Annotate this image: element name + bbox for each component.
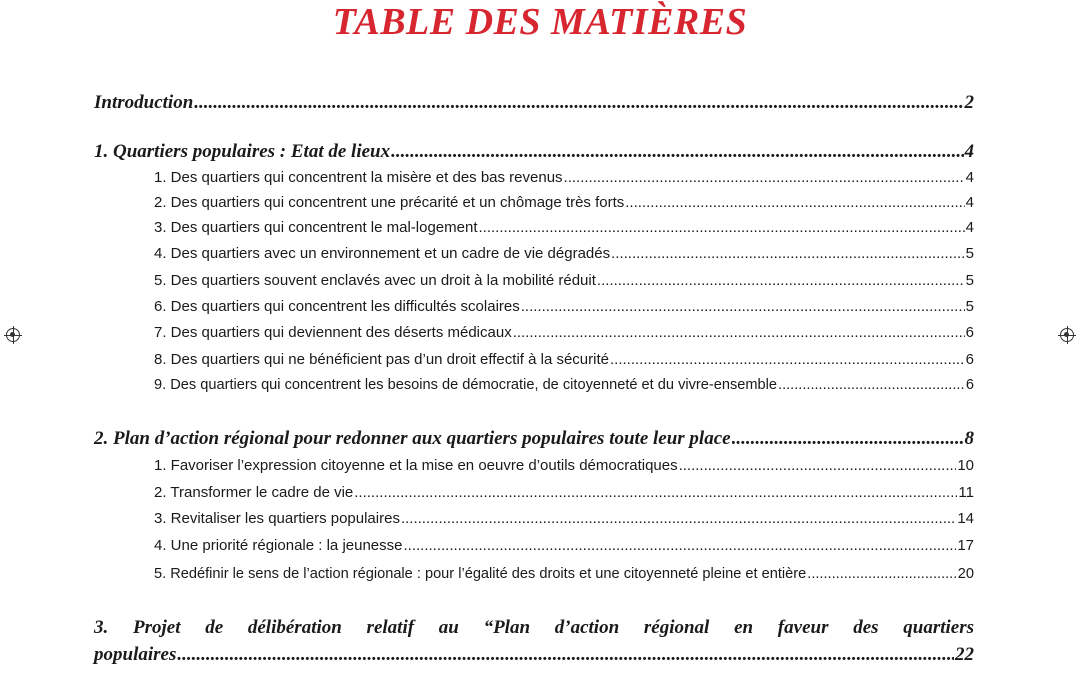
toc-subentry-page: 5 bbox=[965, 272, 974, 289]
toc-subentry-label: 7. Des quartiers qui deviennent des déserts médicaux bbox=[154, 324, 512, 341]
toc-subentry-page: 6 bbox=[965, 324, 974, 341]
toc-entry-page: 2 bbox=[964, 92, 974, 113]
registration-mark-icon bbox=[6, 328, 20, 342]
toc-subentry-page: 4 bbox=[965, 169, 974, 186]
toc-subentry-label: 4. Une priorité régionale : la jeunesse bbox=[154, 537, 403, 554]
toc-subentry-page: 10 bbox=[957, 457, 974, 474]
toc-subentry[interactable] bbox=[94, 510, 974, 527]
dot-leader bbox=[479, 219, 965, 236]
dot-leader bbox=[564, 169, 965, 186]
dot-leader bbox=[391, 141, 963, 163]
toc-subentry-label: 4. Des quartiers avec un environnement et un cadre de vie dégradés bbox=[154, 245, 611, 262]
dot-leader bbox=[177, 644, 954, 666]
dot-leader bbox=[611, 245, 965, 262]
toc-subentry-label: 8. Des quartiers qui ne bénéficient pas d’un droit effectif à la sécurité bbox=[154, 351, 609, 368]
toc-subentry-label: 5. Des quartiers souvent enclavés avec un droit à la mobilité réduit bbox=[154, 272, 596, 289]
toc-entry-section-1[interactable] bbox=[94, 141, 974, 163]
toc-subentry[interactable] bbox=[94, 169, 974, 186]
dot-leader bbox=[597, 272, 965, 289]
toc-subentry-label: 1. Des quartiers qui concentrent la misère et des bas revenus bbox=[154, 169, 563, 186]
toc-subentry[interactable] bbox=[94, 566, 974, 582]
toc-entry-label: 2. Plan d’action régional pour redonner aux quartiers populaires toute leur place bbox=[94, 428, 731, 449]
toc-entry-section-2[interactable] bbox=[94, 428, 974, 450]
toc-entry-page: 8 bbox=[964, 428, 974, 449]
toc-subentry-page: 20 bbox=[957, 566, 974, 582]
toc-subentry-label: 2. Transformer le cadre de vie bbox=[154, 484, 354, 501]
dot-leader bbox=[194, 92, 963, 114]
toc-subentry[interactable] bbox=[94, 272, 974, 289]
dot-leader bbox=[679, 457, 957, 474]
toc-subentry-page: 6 bbox=[965, 351, 974, 368]
toc-subentry[interactable] bbox=[94, 537, 974, 554]
toc-subentry-label: 6. Des quartiers qui concentrent les difficultés scolaires bbox=[154, 298, 520, 315]
toc-entry-label: populaires bbox=[94, 644, 177, 665]
toc-subentry[interactable] bbox=[94, 194, 974, 211]
toc-subentry-label: 5. Redéfinir le sens de l’action régionale : pour l’égalité des droits et une citoyenneté pleine et entière bbox=[154, 566, 807, 582]
toc-subentry[interactable] bbox=[94, 298, 974, 315]
dot-leader bbox=[625, 194, 964, 211]
toc-subentry-label: 3. Des quartiers qui concentrent le mal-logement bbox=[154, 219, 478, 236]
toc-subentry[interactable] bbox=[94, 377, 974, 393]
toc-subentry-label: 9. Des quartiers qui concentrent les besoins de démocratie, de citoyenneté et du vivre-ensemble bbox=[154, 377, 778, 393]
toc-subentry-label: 1. Favoriser l’expression citoyenne et la mise en oeuvre d’outils démocratiques bbox=[154, 457, 678, 474]
toc-subentry[interactable] bbox=[94, 324, 974, 341]
toc-subentry-page: 6 bbox=[965, 377, 974, 393]
toc-entry-label: 3. Projet de délibération relatif au “Plan d’action régional en faveur des quartiers bbox=[94, 617, 974, 638]
dot-leader bbox=[778, 377, 965, 393]
toc-subentry[interactable] bbox=[94, 245, 974, 262]
dot-leader bbox=[401, 510, 956, 527]
registration-mark-icon bbox=[1060, 328, 1074, 342]
toc-entry-section-3-line2[interactable] bbox=[94, 644, 974, 666]
dot-leader bbox=[521, 298, 965, 315]
dot-leader bbox=[807, 566, 957, 582]
toc-entry-introduction[interactable] bbox=[94, 92, 974, 114]
toc-subentry-page: 11 bbox=[958, 484, 974, 501]
toc-subentry-label: 2. Des quartiers qui concentrent une précarité et un chômage très forts bbox=[154, 194, 625, 211]
toc-subentry-label: 3. Revitaliser les quartiers populaires bbox=[154, 510, 400, 527]
dot-leader bbox=[354, 484, 957, 501]
toc-subentry[interactable] bbox=[94, 457, 974, 474]
page-title: TABLE DES MATIÈRES bbox=[332, 1, 748, 43]
toc-entry-page: 22 bbox=[955, 644, 974, 665]
dot-leader bbox=[732, 428, 964, 450]
toc-subentry-page: 4 bbox=[965, 194, 974, 211]
toc-entry-section-3-line1[interactable] bbox=[94, 617, 974, 639]
toc-subentry[interactable] bbox=[94, 219, 974, 236]
toc-subentry-page: 17 bbox=[957, 537, 974, 554]
toc-subentry[interactable] bbox=[94, 484, 974, 501]
dot-leader bbox=[513, 324, 965, 341]
toc-entry-page: 4 bbox=[964, 141, 974, 162]
dot-leader bbox=[610, 351, 965, 368]
dot-leader bbox=[403, 537, 956, 554]
toc-entry-label: Introduction bbox=[94, 92, 194, 113]
toc-entry-label: 1. Quartiers populaires : Etat de lieux bbox=[94, 141, 391, 162]
toc-subentry-page: 5 bbox=[965, 298, 974, 315]
toc-subentry[interactable] bbox=[94, 351, 974, 368]
toc-subentry-page: 5 bbox=[965, 245, 974, 262]
toc-subentry-page: 4 bbox=[965, 219, 974, 236]
toc-subentry-page: 14 bbox=[957, 510, 974, 527]
